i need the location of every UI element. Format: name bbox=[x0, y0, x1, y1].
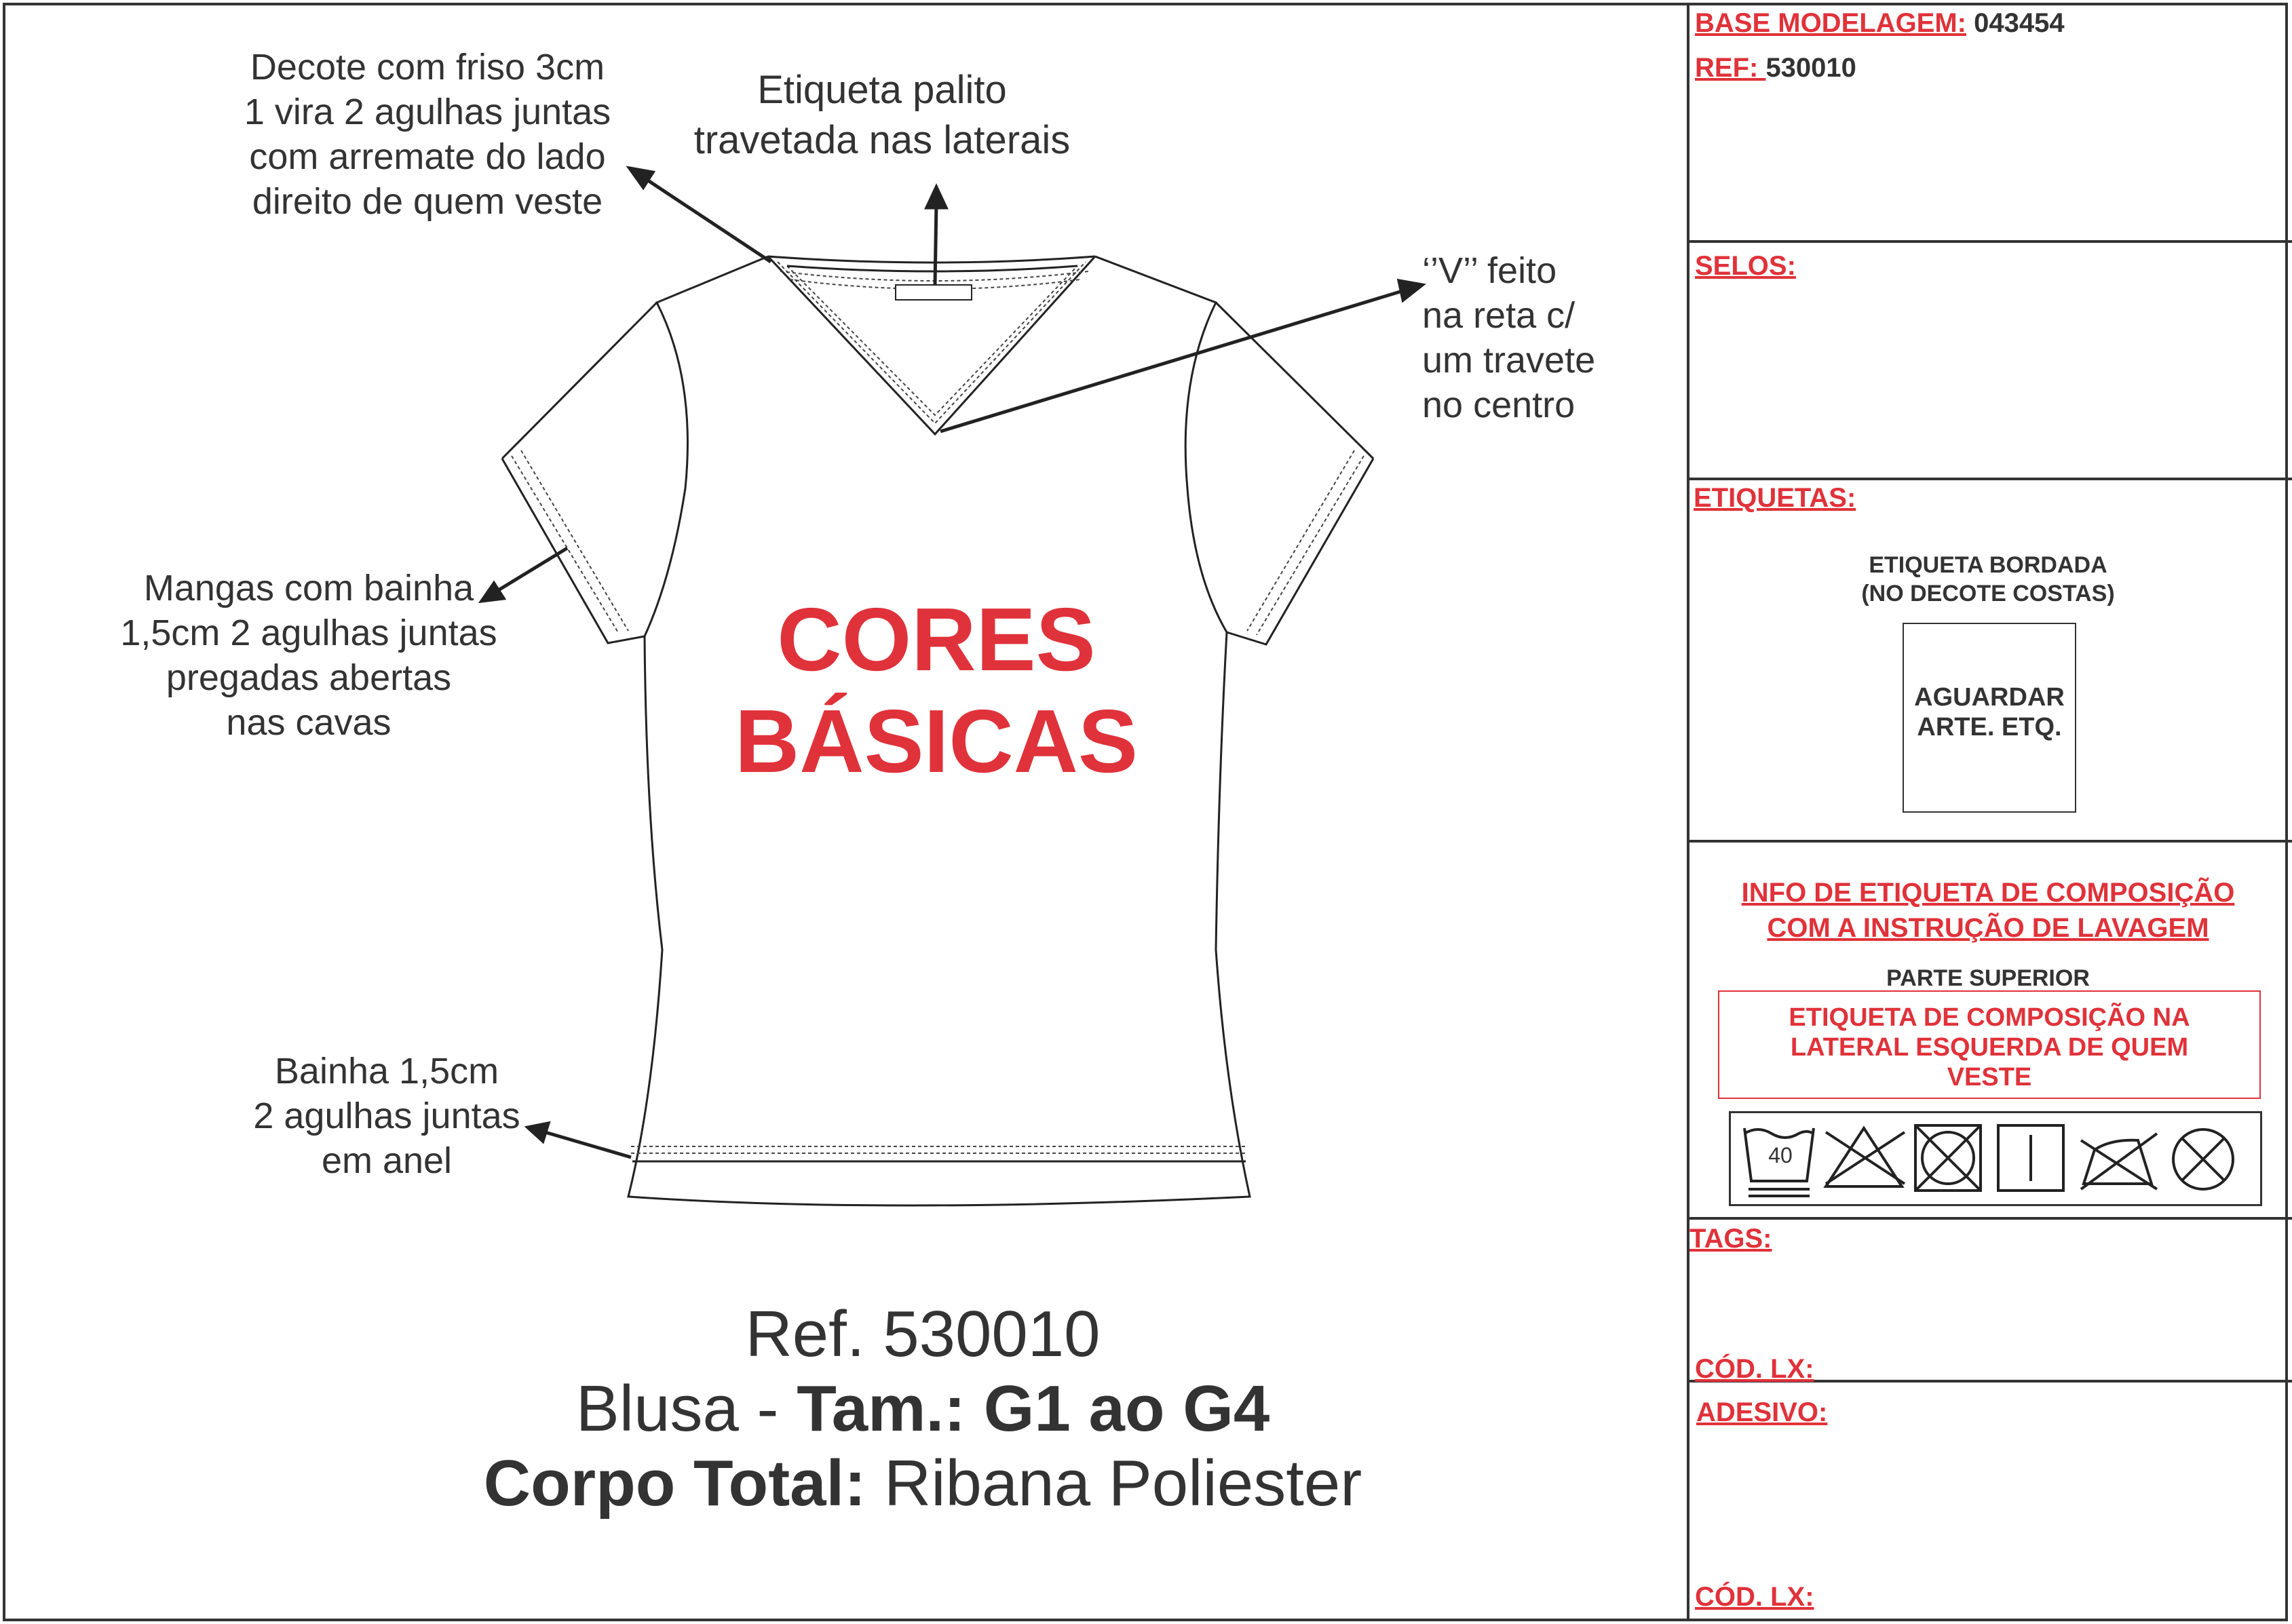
aguardar-line: ARTE. ETQ. bbox=[1917, 713, 2062, 741]
neckline-note-line: direito de quem veste bbox=[252, 181, 603, 222]
cod-lx-label: CÓD. LX: bbox=[1695, 1582, 1814, 1612]
fabric-label: Corpo Total: bbox=[483, 1447, 866, 1520]
base-modelagem-value: 043454 bbox=[1966, 8, 2065, 38]
product-size-line bbox=[380, 1372, 1466, 1446]
product-ref: Ref. 530010 bbox=[745, 1298, 1101, 1370]
product-name: Blusa - bbox=[575, 1372, 797, 1445]
etiqueta-bordada-line: ETIQUETA BORDADA bbox=[1869, 552, 2107, 578]
wash-temp: 40 bbox=[1768, 1143, 1793, 1167]
label-tag-note-line: travetada nas laterais bbox=[693, 118, 1071, 162]
etiquetas-field bbox=[1694, 483, 1856, 514]
no-dry-clean-icon bbox=[2173, 1129, 2233, 1189]
cod-lx-field-1 bbox=[1695, 1354, 1814, 1385]
tags-label: TAGS: bbox=[1689, 1224, 1772, 1254]
no-bleach-icon bbox=[1826, 1128, 1905, 1186]
neckline-note bbox=[224, 45, 631, 224]
etiqueta-bordada-note bbox=[1737, 551, 2239, 608]
product-fabric-line bbox=[380, 1446, 1466, 1521]
composition-location-line: VESTE bbox=[1947, 1063, 2032, 1091]
sleeves-note-line: nas cavas bbox=[226, 702, 391, 743]
v-neck-note-line: ‘’V’’ feito bbox=[1422, 250, 1557, 291]
selos-label: SELOS: bbox=[1695, 251, 1796, 281]
composition-location-line: ETIQUETA DE COMPOSIÇÃO NA bbox=[1789, 1003, 2190, 1032]
sleeves-note-line: 1,5cm 2 agulhas juntas bbox=[120, 613, 497, 653]
neckline-note-line: com arremate do lado bbox=[249, 136, 606, 177]
ref-value: 530010 bbox=[1765, 53, 1856, 83]
base-modelagem-label: BASE MODELAGEM: bbox=[1695, 8, 1966, 38]
ref-field bbox=[1695, 53, 1856, 83]
neckline-note-line: 1 vira 2 agulhas juntas bbox=[244, 92, 611, 132]
basic-colors-line: BÁSICAS bbox=[734, 691, 1139, 791]
composition-info-line: INFO DE ETIQUETA DE COMPOSIÇÃO bbox=[1741, 878, 2235, 908]
ref-label: REF: bbox=[1695, 53, 1766, 83]
composition-info-line: COM A INSTRUÇÃO DE LAVAGEM bbox=[1767, 913, 2209, 943]
product-footer bbox=[380, 1297, 1466, 1521]
line-dry-icon bbox=[1998, 1125, 2063, 1191]
hem-note-line: em anel bbox=[321, 1140, 453, 1181]
cod-lx-label: CÓD. LX: bbox=[1695, 1354, 1814, 1384]
composition-location-text bbox=[1719, 1003, 2259, 1092]
aguardar-text bbox=[1904, 682, 2075, 742]
no-tumble-dry-icon bbox=[1915, 1125, 1981, 1191]
cod-lx-field-2 bbox=[1695, 1582, 1814, 1612]
label-art-placeholder bbox=[1903, 623, 2076, 813]
basic-colors-line: CORES bbox=[777, 589, 1096, 689]
aguardar-line: AGUARDAR bbox=[1914, 683, 2065, 712]
hem-note-line: 2 agulhas juntas bbox=[253, 1096, 520, 1136]
etiquetas-label: ETIQUETAS: bbox=[1694, 483, 1856, 513]
care-symbols-box bbox=[1729, 1111, 2262, 1206]
no-iron-icon bbox=[2081, 1134, 2157, 1189]
tags-field bbox=[1689, 1224, 1772, 1254]
selos-field bbox=[1695, 251, 1796, 282]
v-neck-note-line: no centro bbox=[1422, 385, 1575, 425]
composition-location-line: LATERAL ESQUERDA DE QUEM bbox=[1790, 1033, 2189, 1062]
basic-colors-heading bbox=[679, 589, 1194, 792]
base-modelagem bbox=[1695, 8, 2065, 39]
sleeves-note-line: Mangas com bainha bbox=[143, 568, 474, 608]
label-tag-note bbox=[645, 65, 1120, 166]
fabric-value: Ribana Poliester bbox=[866, 1447, 1362, 1520]
hem-note-line: Bainha 1,5cm bbox=[274, 1051, 499, 1091]
v-neck-note-line: um travete bbox=[1422, 340, 1596, 381]
product-size: Tam.: G1 ao G4 bbox=[797, 1372, 1270, 1445]
composition-location-box bbox=[1718, 990, 2261, 1099]
care-symbols bbox=[1731, 1113, 2264, 1208]
hem-note bbox=[224, 1049, 550, 1183]
sleeves-note-line: pregadas abertas bbox=[166, 657, 452, 698]
label-tag-note-line: Etiqueta palito bbox=[757, 68, 1007, 112]
parte-superior-label: PARTE SUPERIOR bbox=[1886, 965, 2090, 991]
etiqueta-bordada-line: (NO DECOTE COSTAS) bbox=[1861, 581, 2115, 606]
label-tag-shape bbox=[896, 285, 972, 300]
v-neck-note-line: na reta c/ bbox=[1422, 295, 1575, 336]
sleeves-note bbox=[88, 566, 529, 745]
composition-info-title bbox=[1696, 875, 2280, 946]
v-neck-note bbox=[1422, 248, 1666, 427]
adesivo-field bbox=[1696, 1397, 1827, 1428]
neckline-note-line: Decote com friso 3cm bbox=[250, 47, 605, 88]
adesivo-label: ADESIVO: bbox=[1696, 1397, 1828, 1427]
